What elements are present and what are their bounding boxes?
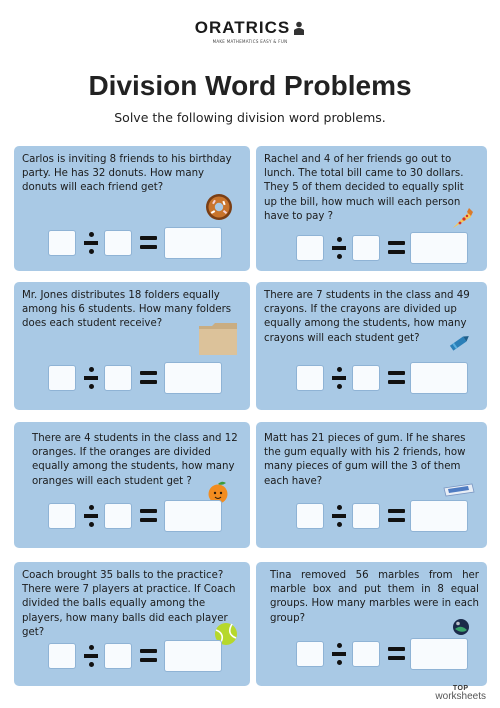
problem-text: Tina removed 56 marbles from her marble box and put them in 8 equal groups. How many marbles were in each group? <box>270 570 479 624</box>
problem-text: Coach brought 35 balls to the practice? There were 7 players at practice. If Coach divided the balls equally among the players, how many balls did each player get? <box>22 570 236 638</box>
problem-text: Rachel and 4 of her friends go out to lunch. The total bill came to 30 dollars. They 5 of them decided to equally split up the bill, how much will each person have to pay ? <box>264 154 464 222</box>
quotient-box[interactable] <box>164 500 222 532</box>
divisor-box[interactable] <box>352 365 380 391</box>
division-sign <box>332 366 346 390</box>
teacher-icon <box>293 21 305 35</box>
equals-sign <box>388 509 405 523</box>
divisor-box[interactable] <box>104 643 132 669</box>
equals-sign <box>388 371 405 385</box>
marble-icon <box>452 618 470 636</box>
dividend-box[interactable] <box>48 643 76 669</box>
division-sign <box>332 642 346 666</box>
dividend-box[interactable] <box>296 641 324 667</box>
divisor-box[interactable] <box>352 503 380 529</box>
answer-equation <box>14 500 250 532</box>
pizza-slice-icon <box>451 208 473 230</box>
problem-card-7 <box>14 562 250 686</box>
division-sign <box>84 231 98 255</box>
dividend-box[interactable] <box>48 365 76 391</box>
equals-sign <box>140 236 157 250</box>
problem-card-5 <box>14 422 250 548</box>
crayon-icon <box>446 332 472 354</box>
quotient-box[interactable] <box>410 500 468 532</box>
answer-equation <box>256 638 487 670</box>
equals-sign <box>140 371 157 385</box>
problem-text: There are 4 students in the class and 12 oranges. If the oranges are divided equally among the students, how many oranges will each student get ? <box>32 433 238 487</box>
donut-icon <box>204 192 234 222</box>
answer-equation <box>256 232 487 264</box>
divisor-box[interactable] <box>352 641 380 667</box>
page-subtitle: Solve the following division word problems. <box>114 110 386 125</box>
division-sign <box>332 504 346 528</box>
footer-watermark <box>435 685 486 702</box>
dividend-box[interactable] <box>48 503 76 529</box>
quotient-box[interactable] <box>410 638 468 670</box>
problem-text: Matt has 21 pieces of gum. If he shares the gum equally with his 2 friends, how many pieces of gum will the 3 of them each have? <box>264 433 466 487</box>
division-sign <box>84 366 98 390</box>
problem-text: There are 7 students in the class and 49 crayons. If the crayons are divided up equally among the students, how many crayons will each student get? <box>264 290 470 344</box>
answer-equation <box>256 500 487 532</box>
equals-sign <box>388 647 405 661</box>
divisor-box[interactable] <box>352 235 380 261</box>
quotient-box[interactable] <box>410 362 468 394</box>
divisor-box[interactable] <box>104 503 132 529</box>
folder-icon <box>198 322 238 356</box>
equals-sign <box>388 241 405 255</box>
division-sign <box>84 504 98 528</box>
dividend-box[interactable] <box>296 365 324 391</box>
problem-card-2 <box>256 146 487 271</box>
equals-sign <box>140 649 157 663</box>
answer-equation <box>256 362 487 394</box>
dividend-box[interactable] <box>296 235 324 261</box>
quotient-box[interactable] <box>410 232 468 264</box>
footer-worksheets-label: worksheets <box>435 691 486 702</box>
problem-card-6 <box>256 422 487 548</box>
divisor-box[interactable] <box>104 230 132 256</box>
divisor-box[interactable] <box>104 365 132 391</box>
gum-pack-icon <box>442 482 476 498</box>
quotient-box[interactable] <box>164 227 222 259</box>
equals-sign <box>140 509 157 523</box>
division-sign <box>332 236 346 260</box>
page-title: Division Word Problems <box>88 70 412 101</box>
brand-name: ORATRICS <box>194 18 291 37</box>
problem-card-3 <box>14 282 250 410</box>
problem-card-4 <box>256 282 487 410</box>
dividend-box[interactable] <box>48 230 76 256</box>
problem-text: Carlos is inviting 8 friends to his birthday party. He has 32 donuts. How many donuts will each friend get? <box>22 154 232 194</box>
brand-logo <box>0 18 500 44</box>
problem-card-8 <box>256 562 487 686</box>
problem-card-1 <box>14 146 250 271</box>
brand-tagline: MAKE MATHEMATICS EASY & FUN <box>212 39 288 44</box>
quotient-box[interactable] <box>164 362 222 394</box>
dividend-box[interactable] <box>296 503 324 529</box>
answer-equation <box>14 362 250 394</box>
answer-equation <box>14 640 250 672</box>
problem-text: Mr. Jones distributes 18 folders equally among his 6 students. How many folders does each student receive? <box>22 290 232 330</box>
quotient-box[interactable] <box>164 640 222 672</box>
footer-top-label: TOP <box>452 685 469 692</box>
division-sign <box>84 644 98 668</box>
answer-equation <box>14 227 250 259</box>
